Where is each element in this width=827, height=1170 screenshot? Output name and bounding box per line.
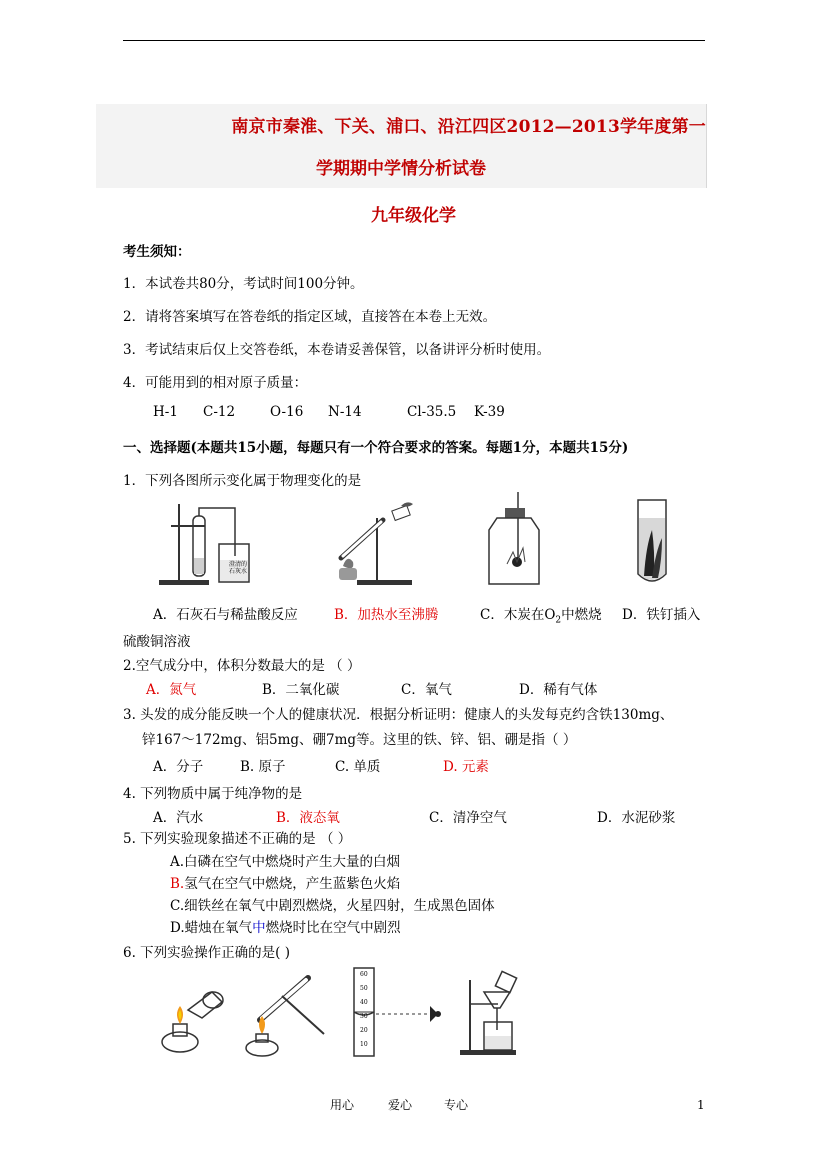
- q6-figure-d: [456, 970, 526, 1058]
- q1-option-c-post: 中燃烧: [561, 607, 602, 623]
- notice-item-1: 1．本试卷共80分，考试时间100分钟。: [123, 276, 364, 292]
- header-rule: [123, 40, 705, 41]
- q6-cylinder-ticks: [360, 968, 368, 1052]
- q4-stem: 4. 下列物质中属于纯净物的是: [123, 786, 303, 802]
- q1-option-c-sub: 2: [555, 615, 562, 626]
- q5-option-d-post: 燃烧时比在空气中剧烈: [265, 920, 401, 936]
- q6-cyl-tick-10: 10: [360, 1041, 368, 1048]
- q5-option-b: [170, 872, 400, 892]
- q3-stem-line2: 锌167～172mg、铝5mg、硼7mg等。这里的铁、锌、铝、硼是指（ ）: [142, 732, 577, 748]
- q1-option-d: D．铁钉插入: [622, 607, 701, 623]
- q6-cyl-tick-60: 60: [360, 971, 368, 978]
- q2-option-a: A．氮气: [146, 682, 197, 698]
- atomic-mass-o: O-16: [270, 404, 304, 420]
- section-heading: 一、选择题(本题共15小题，每题只有一个符合要求的答案。每题1分，本题共15分): [123, 440, 629, 456]
- footer-word-2: 爱心: [388, 1098, 413, 1112]
- q1-fig-a-label-2: 石灰水: [229, 568, 248, 575]
- atomic-mass-cl: Cl-35.5: [407, 404, 457, 420]
- q1-fig-a-label-1: 澄清的: [229, 561, 248, 568]
- paper-title-line1: 南京市秦淮、下关、浦口、沿江四区2012—2013学年度第一: [231, 117, 706, 137]
- atomic-mass-h: H-1: [153, 404, 178, 420]
- q2-stem: 2.空气成分中，体积分数最大的是 （ ）: [123, 658, 361, 674]
- paper-subtitle: 九年级化学: [371, 206, 456, 226]
- q3-option-b: B. 原子: [240, 759, 286, 775]
- q4-option-c: C．清净空气: [429, 810, 507, 826]
- atomic-mass-c: C-12: [203, 404, 236, 420]
- q5-option-a: A.白磷在空气中燃烧时产生大量的白烟: [170, 854, 401, 870]
- q6-stem: 6. 下列实验操作正确的是( ): [123, 945, 290, 961]
- q1-figure-d: [632, 496, 672, 588]
- notice-item-3: 3．考试结束后仅上交答卷纸，本卷请妥善保管，以备讲评分析时使用。: [123, 342, 551, 358]
- page-number: 1: [697, 1098, 705, 1112]
- q1-option-b: [334, 603, 438, 623]
- q6-cyl-tick-20: 20: [360, 1027, 368, 1034]
- q4-option-d: D．水泥砂浆: [597, 810, 676, 826]
- atomic-mass-n: N-14: [328, 404, 362, 420]
- q1-figure-c: [483, 490, 543, 590]
- q3-option-d: D. 元素: [443, 759, 489, 775]
- footer-word-3: 专心: [444, 1098, 469, 1112]
- q1-option-b-text: B．加热水至沸腾: [334, 607, 439, 623]
- q5-stem: 5. 下列实验现象描述不正确的是 （ ）: [123, 831, 352, 847]
- q1-option-c: [480, 603, 602, 626]
- q4-option-b: B．液态氧: [276, 810, 340, 826]
- q4-option-a: A．汽水: [153, 810, 204, 826]
- q1-option-a: A．石灰石与稀盐酸反应: [153, 607, 298, 623]
- q5-option-d-mid: 中: [252, 920, 266, 936]
- q6-figure-a: [158, 980, 228, 1058]
- q3-stem-line1: 3. 头发的成分能反映一个人的健康状况．根据分析证明：健康人的头发每克约含铁130mg、: [123, 707, 674, 723]
- paper-title-line2: 学期期中学情分析试卷: [316, 159, 486, 179]
- q3-option-a: A．分子: [153, 759, 204, 775]
- notice-item-4: 4．可能用到的相对原子质量：: [123, 375, 308, 391]
- q2-option-b: B．二氧化碳: [262, 682, 340, 698]
- notice-heading: 考生须知：: [123, 244, 191, 260]
- atomic-mass-k: K-39: [474, 404, 505, 420]
- q5-option-b-letter: B.: [170, 876, 185, 892]
- q6-cyl-tick-40: 40: [360, 999, 368, 1006]
- q2-option-c: C．氧气: [401, 682, 452, 698]
- q3-option-c: C. 单质: [335, 759, 381, 775]
- q6-cyl-tick-50: 50: [360, 985, 368, 992]
- q6-figure-b: [238, 972, 328, 1058]
- q6-cyl-tick-30: 30: [360, 1013, 368, 1020]
- q1-fig-a-label: [229, 561, 247, 575]
- notice-item-2: 2．请将答案填写在答卷纸的指定区域，直接答在本卷上无效。: [123, 309, 497, 325]
- q5-option-d-pre: D.蜡烛在氧气: [170, 920, 253, 936]
- footer-word-1: 用心: [330, 1098, 355, 1112]
- q1-figure-b: [327, 496, 447, 588]
- q1-stem: 1．下列各图所示变化属于物理变化的是: [123, 473, 362, 489]
- q1-option-c-pre: C．木炭在O: [480, 607, 556, 623]
- q5-option-c: C.细铁丝在氧气中剧烈燃烧，火星四射，生成黑色固体: [170, 898, 495, 914]
- q5-option-b-text: 氢气在空气中燃烧，产生蓝紫色火焰: [184, 876, 401, 892]
- q2-option-d: D．稀有气体: [519, 682, 598, 698]
- q5-option-d: [170, 916, 401, 936]
- q1-option-d-cont: 硫酸铜溶液: [123, 634, 191, 650]
